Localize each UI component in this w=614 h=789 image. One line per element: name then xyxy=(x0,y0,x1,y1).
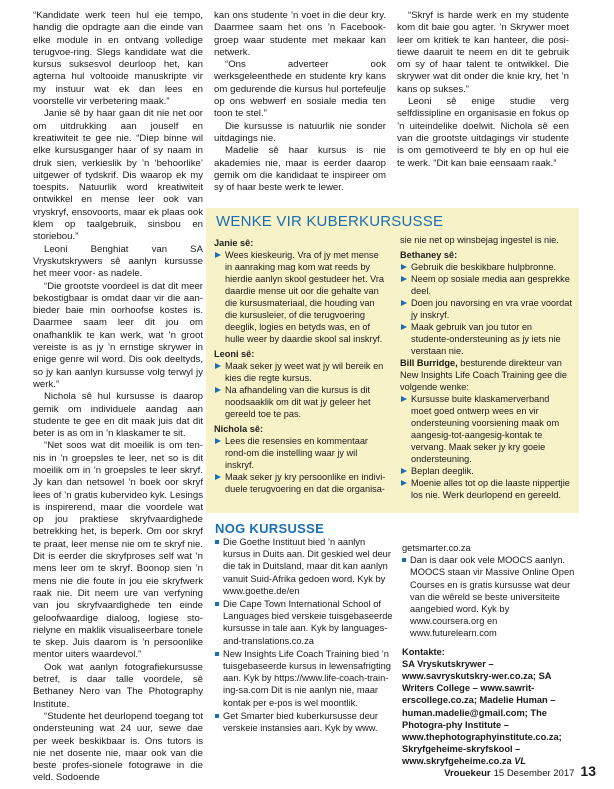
tip-item: Gebruik die beskikbare hulpbronne. xyxy=(400,261,572,273)
more-courses-column-2 xyxy=(402,542,577,768)
page-number: 13 xyxy=(580,763,596,779)
contacts-text: SA Vryskutskrywer – www.savryskutskry-wer.co.za; SA Writers College – www.sawrit-erscollege.co.za; Madelie Human – human.madelie@gmail.com; The Photogra-phy Institute – www.thephotographyinstitute.co.za; Skryfgeheime-skryfskool – www.skryfgeheime.co.za xyxy=(402,658,562,767)
paragraph: “Net soos wat dit moeilik is om ten-nis in ’n groepsles te leer, net so is dit moeilik om in ’n groepsles te leer skryf. Jy kan dan netsowel ’n boek oor skryf lees of ’n gratis kubervideo kyk. Lesings is inspirerend, maar die voordele wat op jou praktiese skryfvaardighede betrekking het, is beperk. Om oor skryf te praat, leer mense nie om te skryf nie. Dit is eerder die skryfproses self wat ’n mens leer om te skryf. Boonop sien ’n mens nie die foute in jou eie skryfwerk raak nie. Dit neem ure van verfyning van jou skryfvaardighede ten einde geloofwaardige dialoog, logiese sto-rielyne en maklik visualiseerbare tonele te skep. Juis daarom is ’n persoonlike mentor uiters waardevol.” xyxy=(33,440,203,661)
course-item: Dan is daar ook vele MOOCS aanlyn. MOOCS staan vir Massive Online Open Courses en is gratis kursusse wat deur van die wêreld se beste universiteite aangebied word. Kyk by www.coursera.org en www.futurelearn.com xyxy=(402,554,577,639)
tip-continuation: sie nie net op winsbejag ingestel is nie. xyxy=(400,235,559,245)
tip-item: Doen jou navorsing en vra vrae voordat jy inskryf. xyxy=(400,297,572,321)
more-courses-title: NOG KURSUSSE xyxy=(215,521,325,536)
magazine-name: Vrouekeur xyxy=(444,768,491,779)
author-initials: VL xyxy=(514,756,526,767)
paragraph: Nichola sê hul kursusse is daarop gemik om individuele aandag aan studente te gee en dit maak juis dat dit beter is as om in ’n klaskamer te sit. xyxy=(33,391,203,440)
tip-item: Maak gebruik van jou tutor en studente-ondersteuning as jy iets nie verstaan nie. xyxy=(400,321,572,357)
paragraph: Ook wat aanlyn fotografiekursusse betref, is daar talle voordele, sê Bethaney Nero van The Photography Institute. xyxy=(33,661,203,710)
paragraph: “Kandidate werk teen hul eie tempo, handig die opdragte aan die einde van elke module in en ontvang volledige terugvoe-ring. Slegs kandidate wat die kursus suksesvol deurloop het, kan agterna hul voltooide manuskripte vir my instuur wat ek dan lees en voorstelle vir verbetering maak.” xyxy=(33,10,203,108)
paragraph: kan ons studente ’n voet in die deur kry. Daarmee saam het ons ’n Facebook-groep waar studente met mekaar kan netwerk. xyxy=(214,10,386,58)
tips-subheading: Leoni sê: xyxy=(214,349,255,359)
tip-item: Lees die resensies en kommentaar rond-om die instelling waar jy wil inskryf. xyxy=(214,435,388,471)
tip-item: Maak seker jy weet wat jy wil bereik en kies die regte kursus. xyxy=(214,360,388,384)
tips-title: WENKE VIR KUBERKURSUSSE xyxy=(216,213,444,230)
issue-date: 15 Desember 2017 xyxy=(493,768,575,779)
paragraph: “Ons adverteer ook werksgeleenthede en studente kry kans om gedurende die kursus hul portefeulje op ons webwerf en sosiale media ten toon te stel.” xyxy=(214,59,386,120)
paragraph: Leoni sê enige studie verg selfdissipline en organisasie en fokus op ’n uiteindelike doelwit. Nichola sê een van die grootste uitdagings vir studente is om gemotiveerd te bly en op hul eie te werk. “Dit kan baie eensaam raak.” xyxy=(397,96,569,169)
course-item: Die Cape Town International School of Languages bied verskeie tuisgebaseerde kursusse in tale aan. Kyk by languages-and-translations.co.za xyxy=(215,598,393,647)
tips-subheading: Janie sê: xyxy=(214,238,254,248)
paragraph: Leoni Benghiat van SA Vryskutskrywers sê aanlyn kursusse het meer voor- as nadele. xyxy=(33,243,203,280)
bill-intro-text: besturende direkteur van New Insights Life Coach Training gee die volgende wenke: xyxy=(400,358,568,392)
tip-item: Wees kieskeurig. Vra of jy met mense in aanraking mag kom wat reeds by hierdie aanlyn skool gestudeer het. Vra daardie mense uit oor die gehalte van die kursusmateriaal, die houding van die kursusleier, of die terugvoering deeglik, logies en betyds was, en of hulle weer by daardie skool sal inskryf. xyxy=(214,249,388,345)
paragraph: Janie sê by haar gaan dit nie net oor om uitdrukking aan jouself en kreatiwiteit te gee nie. “Diep binne wil elke kursusganger haar of sy naam in druk sien, verkieslik by ’n ‘behoorlike’ uitgewer of tydskrif. Dis waarop ek my toespits. Natuurlik word kreatiwiteit ontwikkel en mense leer ook van vryskryf, ensovoorts, maar ek plaas ook klem op taalgebruik, sinsbou en storiebou.” xyxy=(33,108,203,243)
bill-name: Bill Burridge, xyxy=(400,358,458,368)
tips-subheading: Nichola sê: xyxy=(214,424,264,434)
article-column-2 xyxy=(214,10,386,194)
tips-column-1 xyxy=(214,234,388,495)
paragraph: “Skryf is harde werk en my studente kom dit baie gou agter. ’n Skrywer moet leer om kritiek te kan hanteer, die posi-tiewe daaruit te neem en dit te gebruik om sy of haar talent te ontwikkel. Die skrywer wat dit onder die knie kry, het ’n kans op sukses.” xyxy=(397,10,569,95)
course-item-continuation: getsmarter.co.za xyxy=(402,543,471,553)
tips-box xyxy=(206,208,579,513)
tip-item: Kursusse buite klaskamerverband moet goed ontwerp wees en vir ondersteuning voorsiening maak om aangesig-tot-aangesig-kontak te vervang. Maak seker jy kry goeie ondersteuning. xyxy=(400,393,572,465)
paragraph: Die kursusse is natuurlik nie sonder uitdagings nie. xyxy=(214,120,386,144)
tip-item: Neem op sosiale media aan gesprekke deel. xyxy=(400,273,572,297)
contacts-heading: Kontakte: xyxy=(402,646,445,657)
paragraph: “Die grootste voordeel is dat dit meer bekostigbaar is omdat daar vir die aan-bieder baie min oorhoofse kostes is. Daarmee saam leer dit jou om onafhanklik te kan werk, wat ’n groot vereiste is as jy ’n ernstige skrywer in enige genre wil word. Dis ook deeltyds, so jy kan aanlyn kursusse volg terwyl jy werk.” xyxy=(33,280,203,390)
course-item: Die Goethe Instituut bied ’n aanlyn kursus in Duits aan. Dit geskied wel deur die tak in Duitsland, maar dit kan aanlyn vanuit Suid-Afrika gedoen word. Kyk by www.goethe.de/en xyxy=(215,536,393,597)
page-footer xyxy=(444,763,596,779)
paragraph: “Studente het deurlopend toegang tot ondersteuning wat 24 uur, sewe dae per week beskikbaar is. Ons tutors is nie net dosente nie, maar ook van die beste profes-sionele fotograwe in die veld. Sodoende xyxy=(33,710,203,784)
contacts-list xyxy=(402,658,577,768)
more-courses-column-1 xyxy=(215,536,393,735)
tip-item: Moenie alles tot op die laaste nippertjie los nie. Werk deurlopend en gereeld. xyxy=(400,477,572,501)
tip-item: Maak seker jy kry persoonlike en indivi-duele terugvoering en dat die organisa- xyxy=(214,471,388,495)
article-column-1 xyxy=(33,10,203,785)
tip-item: Na afhandeling van die kursus is dit noodsaaklik om dit wat jy geleer het gereeld toe te pas. xyxy=(214,384,388,420)
article-column-3 xyxy=(397,10,569,170)
tips-column-2 xyxy=(400,234,572,501)
course-item: Get Smarter bied kuberkursusse deur verskeie instansies aan. Kyk by www. xyxy=(215,710,393,734)
paragraph: Madelie sê haar kursus is nie akademies nie, maar is eerder daarop gemik om die kandidaat te inspireer om sy of haar beste werk te lewer. xyxy=(214,145,386,194)
bill-intro xyxy=(400,357,572,393)
tip-item: Beplan deeglik. xyxy=(400,465,572,477)
course-item: New Insights Life Coach Training bied ’n tuisgebaseerde kursus in lewensafrigting aan. Kyk by https://www.life-coach-train-ing-sa.com Dit is nie aanlyn nie, maar kontak per e-pos is wel moontlik. xyxy=(215,648,393,709)
tips-subheading: Bethaney sê: xyxy=(400,250,458,260)
